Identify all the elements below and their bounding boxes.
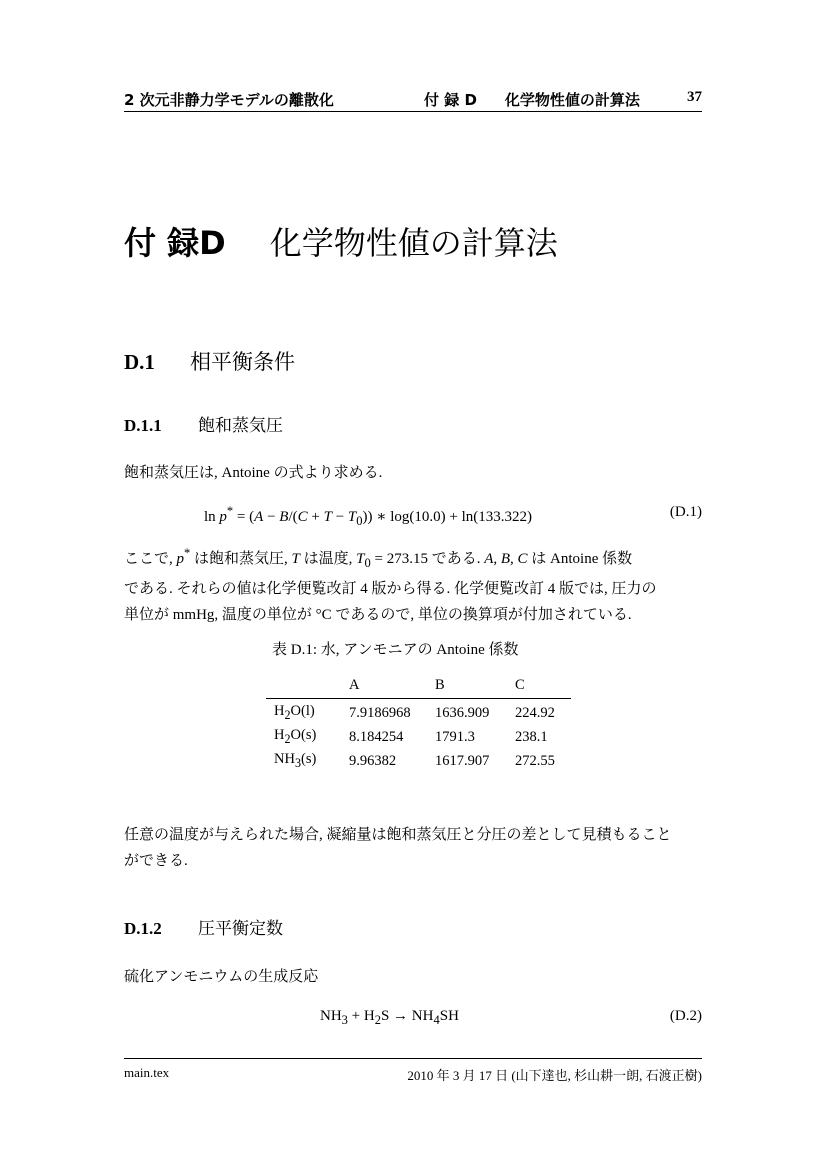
table-cell-substance	[266, 699, 349, 726]
paragraph: 硫化アンモニウムの生成反応	[124, 969, 319, 985]
eq-text: )) ∗ log(10.0) + ln(133.322)	[362, 509, 532, 525]
table-header-cell: A	[349, 676, 435, 699]
eq-sup: *	[226, 504, 234, 518]
table-cell: 8.184254	[349, 728, 404, 745]
paragraph: 飽和蒸気圧は, Antoine の式より求める.	[124, 465, 383, 481]
running-header-chapter: 2 次元非静力学モデルの離散化	[124, 91, 334, 109]
table-cell-substance	[266, 749, 349, 773]
appendix-title	[124, 218, 558, 264]
math-var: T	[291, 551, 300, 567]
table-caption: 表 D.1: 水, アンモニアの Antoine 係数	[272, 642, 519, 658]
subsection-title: 飽和蒸気圧	[198, 416, 283, 436]
appendix-label: 付 録D	[124, 224, 226, 262]
formula: (s)	[301, 751, 317, 768]
paragraph-line: である. それらの値は化学便覧改訂 4 版から得る. 化学便覧改訂 4 版では, 圧力の	[124, 581, 657, 597]
table-row	[266, 699, 571, 726]
equation	[204, 504, 532, 529]
running-header-label: 付 録 D	[424, 91, 477, 109]
math-sub: 0	[364, 556, 371, 570]
footer-date-authors: 2010 年 3 月 17 日 (山下達也, 杉山耕一朗, 石渡正樹)	[407, 1068, 702, 1083]
text: は温度,	[299, 551, 357, 567]
eq-text: −	[331, 509, 348, 525]
formula: NH	[274, 751, 295, 768]
footer-rule	[124, 1058, 702, 1059]
eq-sub: 2	[374, 1013, 381, 1027]
eq-var: B	[279, 509, 289, 525]
math-var: p	[176, 551, 185, 567]
eq-text: + H	[347, 1008, 375, 1024]
formula-sub: 2	[284, 707, 291, 722]
subsection-heading	[124, 411, 283, 436]
table-row	[266, 749, 571, 773]
table-cell: 1636.909	[435, 704, 490, 721]
paragraph	[124, 822, 704, 874]
eq-text: SH	[439, 1008, 459, 1024]
eq-var: A	[254, 509, 264, 525]
table-cell: 9.96382	[349, 752, 397, 769]
math-var: A, B, C	[484, 551, 528, 567]
formula-sub: 2	[284, 731, 291, 746]
equation-number: (D.2)	[669, 1008, 702, 1024]
table-cell-substance	[266, 725, 349, 749]
table-cell: 1617.907	[435, 752, 490, 769]
eq-var: C	[297, 509, 308, 525]
text: = 273.15 である.	[370, 551, 485, 567]
antoine-table	[266, 676, 571, 773]
eq-text: S → NH	[380, 1008, 434, 1024]
eq-var: T	[347, 509, 357, 525]
appendix-title-text: 化学物性値の計算法	[269, 224, 558, 262]
table-header-cell: B	[435, 676, 515, 699]
eq-text: /(	[288, 509, 298, 525]
formula: O(s)	[290, 727, 317, 744]
eq-sub: 4	[433, 1013, 440, 1027]
section-heading	[124, 346, 295, 376]
eq-text: NH	[320, 1008, 342, 1024]
table-cell: 7.9186968	[349, 704, 411, 721]
paragraph-line	[124, 540, 704, 576]
paragraph-line: 任意の温度が与えられた場合, 凝縮量は飽和蒸気圧と分圧の差として見積もること	[124, 827, 672, 843]
section-title: 相平衡条件	[190, 350, 295, 374]
table-cell: 238.1	[515, 728, 548, 745]
page-number: 37	[687, 89, 702, 105]
footer-filename: main.tex	[124, 1065, 170, 1080]
eq-text: = (	[233, 509, 255, 525]
header-rule	[124, 111, 702, 112]
table-header-cell	[266, 676, 349, 699]
running-header-title: 化学物性値の計算法	[504, 91, 640, 109]
eq-text: +	[307, 509, 324, 525]
text: は Antoine 係数	[527, 551, 633, 567]
table-header-cell: C	[515, 676, 571, 699]
table-cell: 1791.3	[435, 728, 475, 745]
subsection-heading	[124, 914, 283, 939]
subsection-number: D.1.1	[124, 416, 162, 435]
formula: H	[274, 727, 285, 744]
running-header-section	[424, 89, 668, 110]
math-sup: *	[184, 546, 191, 560]
equation-number: (D.1)	[669, 504, 702, 520]
eq-text: −	[263, 509, 280, 525]
table-cell: 272.55	[515, 752, 555, 769]
table-header-row	[266, 676, 571, 699]
section-number: D.1	[124, 350, 155, 374]
subsection-title: 圧平衡定数	[198, 919, 283, 939]
paragraph-line: ができる.	[124, 853, 188, 869]
text: は飽和蒸気圧,	[190, 551, 292, 567]
text: ここで,	[124, 551, 177, 567]
equation	[320, 1008, 459, 1028]
eq-var: p	[219, 509, 227, 525]
eq-sub: 3	[341, 1013, 348, 1027]
formula-sub: 3	[294, 755, 301, 770]
math-var: T	[356, 551, 365, 567]
subsection-number: D.1.2	[124, 919, 162, 938]
table-cell: 224.92	[515, 704, 555, 721]
eq-sub: 0	[356, 514, 363, 528]
formula: O(l)	[290, 703, 315, 720]
paragraph	[124, 540, 704, 628]
eq-var: T	[323, 509, 332, 525]
eq-text: ln	[204, 509, 220, 525]
paragraph-line: 単位が mmHg, 温度の単位が °C であるので, 単位の換算項が付加されている.	[124, 607, 632, 623]
table-row	[266, 725, 571, 749]
formula: H	[274, 703, 285, 720]
